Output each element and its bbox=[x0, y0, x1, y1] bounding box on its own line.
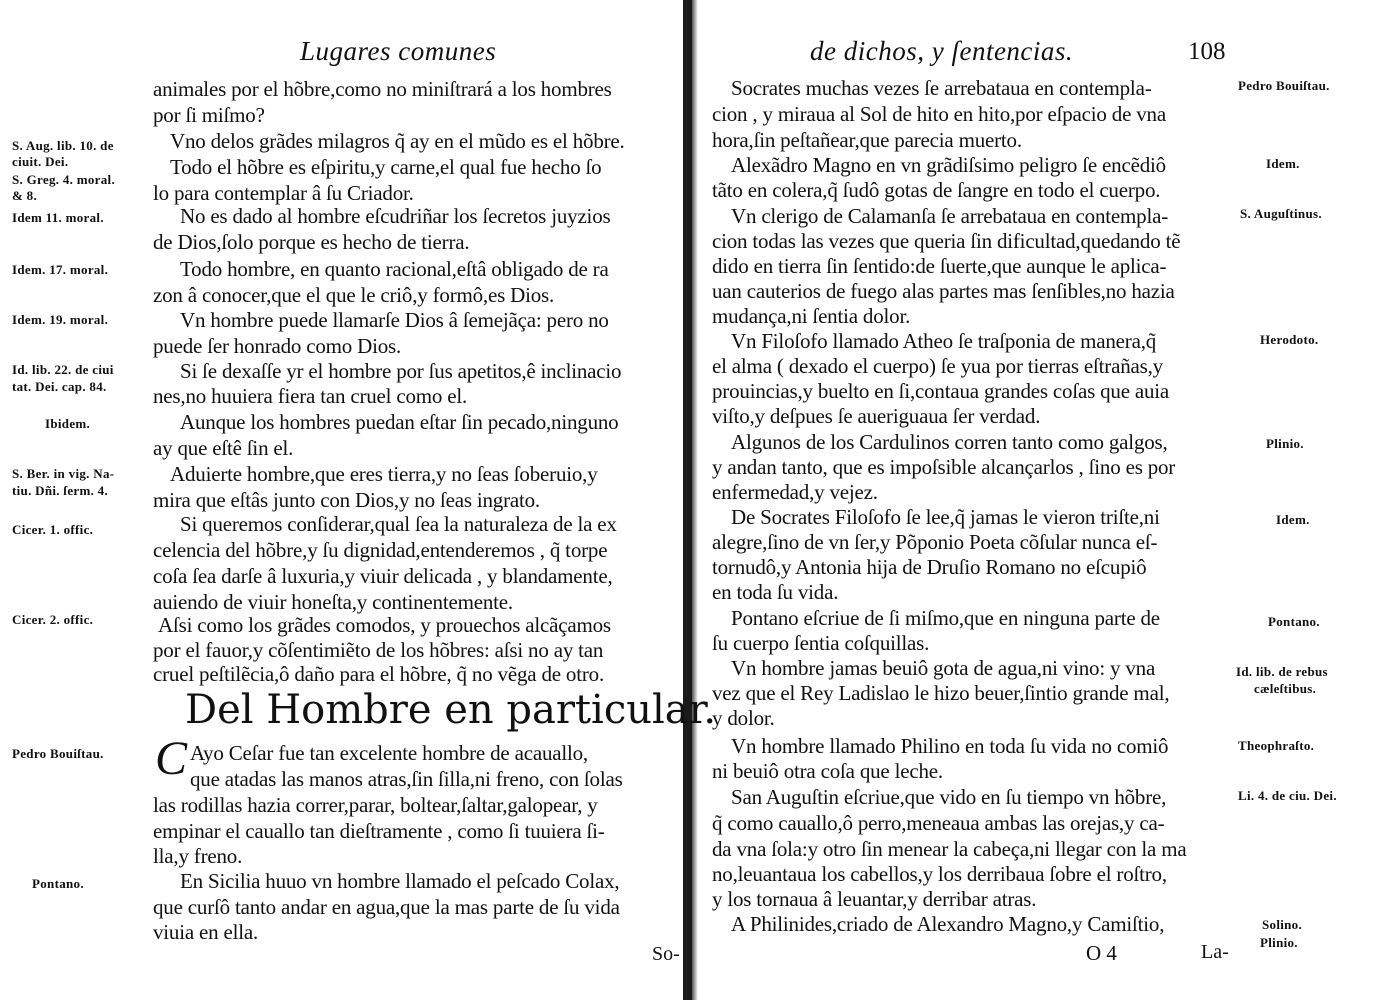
text-line: Aſsi como los grãdes comodos, y prouechos alcãçamos bbox=[158, 613, 611, 637]
text-line: Alexãdro Magno en vn grãdiſsimo peligro ſe encẽdiô bbox=[731, 153, 1166, 177]
text-line: alegre,ſino de vn ſer,y Põponio Poeta cõſular nunca eſ- bbox=[712, 530, 1158, 554]
text-line: cion todas las vezes que queria ſin dificultad,quedando tẽ bbox=[712, 229, 1181, 253]
margin-note: & 8. bbox=[12, 188, 38, 203]
margin-note: Id. lib. 22. de ciui bbox=[12, 362, 114, 377]
text-line: Vn hombre puede llamarſe Dios â ſemejãça: pero no bbox=[180, 308, 609, 332]
text-line: Algunos de los Cardulinos corren tanto como galgos, bbox=[731, 430, 1168, 454]
text-line: por el fauor,y cõſentimiẽto de los hõbres: aſsi no ay tan bbox=[153, 638, 604, 662]
text-line: de Dios,ſolo porque es hecho de tierra. bbox=[153, 230, 470, 254]
margin-note: Li. 4. de ciu. Dei. bbox=[1238, 788, 1337, 803]
section-heading: Del Hombre en particular. bbox=[185, 687, 717, 733]
text-line: cion , y miraua al Sol de hito en hito,por eſpacio de vna bbox=[712, 102, 1166, 126]
text-line: da vna ſola:y otro ſin menear la cabeça,ni llegar con la ma bbox=[712, 837, 1187, 861]
right-page bbox=[698, 0, 1378, 1000]
margin-note: Idem. 17. moral. bbox=[12, 262, 109, 277]
text-line: puede ſer honrado como Dios. bbox=[153, 334, 402, 358]
text-line: Aunque los hombres puedan eſtar ſin pecado,ninguno bbox=[180, 410, 619, 434]
margin-note: cæleſtibus. bbox=[1254, 681, 1317, 696]
text-line: prouincias,y buelto en ſi,contaua grandes coſas que auia bbox=[712, 379, 1170, 403]
margin-note: S. Greg. 4. moral. bbox=[12, 172, 116, 187]
margin-note: S. Ber. in vig. Na- bbox=[12, 466, 115, 481]
text-line: coſa ſea darſe â luxuria,y viuir delicada , y blandamente, bbox=[153, 564, 613, 588]
text-line: Si ſe dexaſſe yr el hombre por ſus apetitos,ê inclinacio bbox=[180, 359, 622, 383]
margin-note: Herodoto. bbox=[1260, 332, 1319, 347]
text-line: no,leuantaua los cabellos,y los derribaua ſobre el roſtro, bbox=[712, 862, 1167, 886]
running-head-left: Lugares comunes bbox=[300, 36, 497, 66]
text-line: empinar el cauallo tan dieſtramente , como ſi tuuiera ſi- bbox=[153, 819, 605, 843]
text-line: que curſô tanto andar en agua,que la mas parte de ſu vida bbox=[153, 895, 620, 919]
text-line: q̃ como cauallo,ô perro,meneaua ambas las orejas,y ca- bbox=[712, 811, 1165, 835]
text-line: mudança,ni ſentia dolor. bbox=[712, 304, 911, 328]
catchword-left: So- bbox=[652, 943, 680, 965]
text-line: Vn Filoſofo llamado Atheo ſe traſponia de manera,q̃ bbox=[731, 329, 1157, 353]
text-line: vez que el Rey Ladislao le hizo beuer,ſintio grande mal, bbox=[712, 681, 1170, 705]
text-line: las rodillas hazia correr,parar, boltear,ſaltar,galopear, y bbox=[153, 793, 598, 817]
margin-note: tiu. Dñi. ſerm. 4. bbox=[12, 483, 109, 498]
text-line: cruel peſtilẽcia,ô daño para el hõbre, q̃ no vẽga de otro. bbox=[153, 662, 604, 686]
text-line: lo para contemplar â ſu Criador. bbox=[153, 181, 414, 205]
margin-note: Ibidem. bbox=[45, 416, 91, 431]
margin-note: Plinio. bbox=[1266, 436, 1304, 451]
catchword-right: La- bbox=[1201, 941, 1229, 963]
text-line: y andan tanto, que es impoſsible alcançarlos , ſino es por bbox=[712, 455, 1176, 479]
text-line: que atadas las manos atras,ſin ſilla,ni freno, con ſolas bbox=[190, 767, 623, 791]
text-line: Vn hombre jamas beuiô gota de agua,ni vino: y vna bbox=[731, 656, 1156, 680]
text-line: uan cauterios de fuego alas partes mas ſenſibles,no hazia bbox=[712, 279, 1175, 303]
drop-cap: C bbox=[155, 732, 188, 785]
text-line: nes,no huuiera fiera tan cruel como el. bbox=[153, 384, 468, 408]
margin-note: Idem. bbox=[1266, 156, 1300, 171]
running-head-right: de dichos, y ſentencias. bbox=[810, 36, 1074, 66]
margin-note: Idem 11. moral. bbox=[12, 210, 104, 225]
margin-note: Idem. bbox=[1276, 512, 1310, 527]
margin-note: Plinio. bbox=[1260, 935, 1298, 950]
text-line: Pontano eſcriue de ſi miſmo,que en ninguna parte de bbox=[731, 606, 1160, 630]
margin-note: S. Auguſtinus. bbox=[1240, 206, 1322, 221]
page-number: 108 bbox=[1188, 38, 1226, 65]
text-line: por ſi miſmo? bbox=[153, 103, 265, 127]
text-line: Todo el hõbre es eſpiritu,y carne,el qual fue hecho ſo bbox=[170, 155, 602, 179]
margin-note: Cicer. 2. offic. bbox=[12, 612, 94, 627]
text-line: Aduierte hombre,que eres tierra,y no ſeas ſoberuio,y bbox=[170, 462, 598, 486]
margin-note: Theophraſto. bbox=[1238, 738, 1315, 753]
book-gutter bbox=[683, 0, 692, 1000]
margin-note: Solino. bbox=[1262, 917, 1303, 932]
text-line: tornudô,y Antonia hija de Druſio Romano no eſcupiô bbox=[712, 555, 1147, 579]
text-line: y los tornaua â leuantar,y derribar atras. bbox=[712, 887, 1037, 911]
text-line: Vn hombre llamado Philino en toda ſu vida no comiô bbox=[731, 734, 1169, 758]
text-line: Si queremos conſiderar,qual ſea la naturaleza de la ex bbox=[180, 512, 617, 536]
text-line: enfermedad,y vejez. bbox=[712, 480, 878, 504]
text-line: celencia del hõbre,y ſu dignidad,entenderemos , q̃ torpe bbox=[153, 538, 608, 562]
text-line: Ayo Ceſar fue tan excelente hombre de acauallo, bbox=[190, 741, 588, 765]
margin-note: Pedro Bouiſtau. bbox=[12, 746, 104, 761]
text-line: ni beuiô otra coſa que leche. bbox=[712, 759, 943, 783]
text-line: En Sicilia huuo vn hombre llamado el peſcado Colax, bbox=[180, 869, 620, 893]
text-line: Vn clerigo de Calamanſa ſe arrebataua en contempla- bbox=[731, 204, 1168, 228]
text-line: auiendo de viuir honeſta,y continentemente. bbox=[153, 590, 513, 614]
text-line: lla,y freno. bbox=[153, 844, 243, 868]
text-line: y dolor. bbox=[712, 706, 775, 730]
margin-note: Pontano. bbox=[32, 876, 84, 891]
margin-note: Cicer. 1. offic. bbox=[12, 522, 94, 537]
text-line: animales por el hõbre,como no miniſtrará a los hombres bbox=[153, 77, 612, 101]
text-line: viuia en ella. bbox=[153, 920, 259, 944]
margin-note: tat. Dei. cap. 84. bbox=[12, 379, 107, 394]
text-line: viſto,y deſpues ſe aueriguaua ſer verdad. bbox=[712, 404, 1041, 428]
text-line: hora,ſin peſtañear,que parecia muerto. bbox=[712, 128, 1022, 152]
text-line: San Auguſtin eſcriue,que vido en ſu tiempo vn hõbre, bbox=[731, 785, 1167, 809]
text-line: ſu cuerpo ſentia coſquillas. bbox=[712, 631, 930, 655]
text-line: Socrates muchas vezes ſe arrebataua en contempla- bbox=[731, 76, 1152, 100]
text-line: De Socrates Filoſofo ſe lee,q̃ jamas le vieron triſte,ni bbox=[731, 505, 1160, 529]
text-line: en toda ſu vida. bbox=[712, 580, 839, 604]
signature-mark: O 4 bbox=[1086, 941, 1117, 965]
margin-note: Id. lib. de rebus bbox=[1236, 664, 1328, 679]
margin-note: Idem. 19. moral. bbox=[12, 312, 109, 327]
margin-note: Pedro Bouiſtau. bbox=[1238, 78, 1330, 93]
text-line: zon â conocer,que el que le criô,y formô,es Dios. bbox=[153, 283, 555, 307]
text-line: ay que eſtê ſin el. bbox=[153, 436, 294, 460]
text-line: mira que eſtâs junto con Dios,y no ſeas ingrato. bbox=[153, 488, 540, 512]
text-line: dido en tierra ſin ſentido:de ſuerte,que aunque le aplica- bbox=[712, 254, 1167, 278]
margin-note: ciuit. Dei. bbox=[12, 154, 69, 169]
text-line: Todo hombre, en quanto racional,eſtâ obligado de ra bbox=[180, 257, 609, 281]
text-line: el alma ( dexado el cuerpo) ſe yua por tierras eſtrañas,y bbox=[712, 354, 1163, 378]
margin-note: Pontano. bbox=[1268, 614, 1320, 629]
text-line: A Philinides,criado de Alexandro Magno,y Camiſtio, bbox=[731, 912, 1165, 936]
margin-note: S. Aug. lib. 10. de bbox=[12, 138, 114, 153]
text-line: tãto en colera,q̃ ſudô gotas de ſangre en todo el cuerpo. bbox=[712, 178, 1161, 202]
text-line: No es dado al hombre eſcudriñar los ſecretos juyzios bbox=[180, 204, 611, 228]
text-line: Vno delos grãdes milagros q̃ ay en el mũdo es el hõbre. bbox=[170, 129, 625, 153]
